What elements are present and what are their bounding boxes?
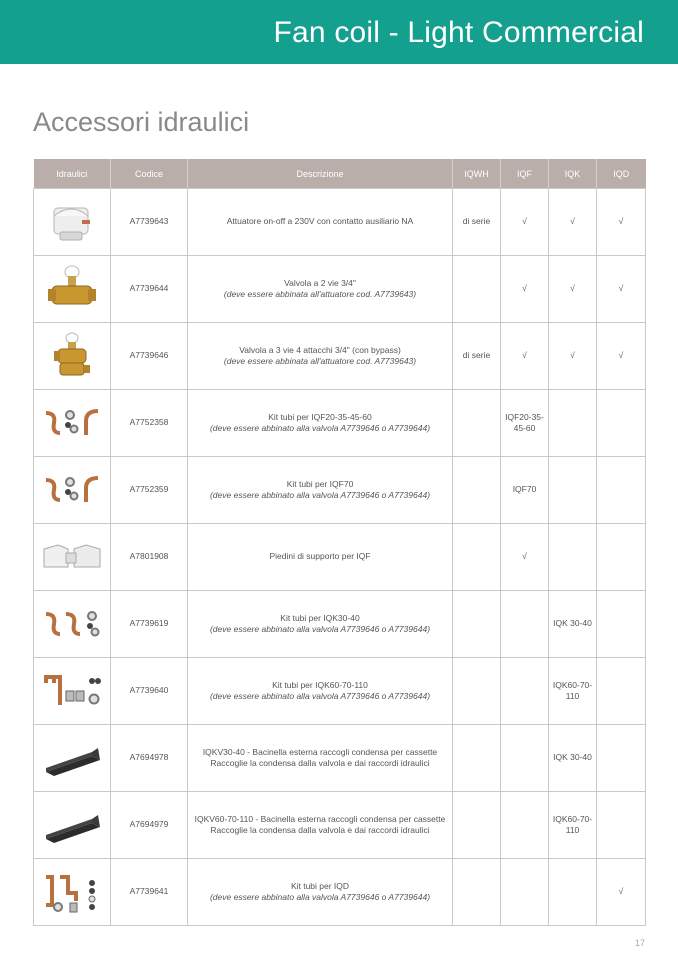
product-code: A7694978 [111,725,188,792]
product-image-cell [34,323,111,390]
iqwh-cell [453,725,501,792]
description-text: IQKV30-40 - Bacinella esterna raccogli condensa per cassette [202,746,438,757]
product-code: A7739640 [111,658,188,725]
column-header: Descrizione [188,159,453,189]
iqd-cell [597,658,646,725]
product-code: A7739641 [111,859,188,926]
product-description [188,658,453,725]
description-text: Kit tubi per IQD [290,880,350,891]
product-code: A7739644 [111,256,188,323]
iqk-cell [549,390,597,457]
support-feet-icon [40,539,104,575]
iqf-cell: √ [501,256,549,323]
iqk-cell: IQK60-70-110 [549,658,597,725]
iqwh-cell [453,457,501,524]
product-image-cell [34,591,111,658]
iqd-cell [597,524,646,591]
iqwh-cell [453,524,501,591]
description-note: (deve essere abbinato alla valvola A7739646 o A7739644) [209,892,431,902]
description-text: Kit tubi per IQK60-70-110 [272,679,368,690]
table-row [34,457,646,524]
product-description [188,725,453,792]
actuator-icon [42,196,102,248]
description-note: (deve essere abbinata all'attuatore cod. A7739643) [223,289,417,299]
description-note: (deve essere abbinata all'attuatore cod. A7739643) [223,356,417,366]
product-code: A7739643 [111,189,188,256]
product-code: A7801908 [111,524,188,591]
drip-tray-icon [40,803,104,847]
iqwh-cell [453,658,501,725]
description-text: Kit tubi per IQF20-35-45-60 [268,411,372,422]
column-header: Idraulici [34,159,111,189]
pipe-kit-icon [40,604,104,644]
drip-tray-icon [40,736,104,780]
table-row [34,256,646,323]
iqd-cell [597,390,646,457]
iqd-cell [597,725,646,792]
product-image-cell [34,725,111,792]
pipe-kit-icon [40,470,104,510]
iqd-cell: √ [597,323,646,390]
pipe-kit-large-icon [40,669,104,713]
column-header: IQWH [453,159,501,189]
iqwh-cell: di serie [453,323,501,390]
iqk-cell: IQK 30-40 [549,591,597,658]
iqk-cell [549,524,597,591]
product-description [188,256,453,323]
header-banner [0,0,678,64]
description-text: Kit tubi per IQK30-40 [280,612,360,623]
product-image-cell [34,658,111,725]
iqd-cell: √ [597,256,646,323]
page-title: Fan coil - Light Commercial [273,16,644,49]
iqf-cell [501,658,549,725]
section-title: Accessori idraulici [33,107,250,137]
table-row [34,859,646,926]
table-row [34,390,646,457]
pipe-kit-iqd-icon [40,869,104,915]
iqf-cell [501,725,549,792]
description-note: (deve essere abbinato alla valvola A7739646 o A7739644) [209,423,431,433]
description-note: Raccoglie la condensa dalla valvola e dai raccordi idraulici [210,825,430,835]
iqk-cell [549,859,597,926]
product-description [188,390,453,457]
product-image-cell [34,792,111,859]
iqwh-cell [453,591,501,658]
table-row [34,189,646,256]
description-text: Piedini di supporto per IQF [269,551,371,562]
iqk-cell: IQK60-70-110 [549,792,597,859]
iqf-cell [501,859,549,926]
product-code: A7694979 [111,792,188,859]
description-text: Valvola a 2 vie 3/4" [284,277,356,288]
product-code: A7739619 [111,591,188,658]
product-code: A7752358 [111,390,188,457]
iqd-cell: √ [597,859,646,926]
table-row [34,725,646,792]
column-header: IQD [597,159,646,189]
table-row [34,792,646,859]
product-image-cell [34,390,111,457]
table-row [34,658,646,725]
description-text: IQKV60-70-110 - Bacinella esterna raccogli condensa per cassette [194,813,446,824]
column-header: Codice [111,159,188,189]
iqd-cell: √ [597,189,646,256]
accessories-table [33,159,646,926]
column-header: IQF [501,159,549,189]
product-image-cell [34,524,111,591]
iqf-cell: IQF20-35-45-60 [501,390,549,457]
iqf-cell [501,792,549,859]
iqf-cell [501,591,549,658]
iqk-cell: √ [549,323,597,390]
iqk-cell: √ [549,256,597,323]
iqwh-cell: di serie [453,189,501,256]
table-header-row [34,159,646,189]
iqk-cell: √ [549,189,597,256]
two-way-valve-icon [42,262,102,316]
description-note: Raccoglie la condensa dalla valvola e dai raccordi idraulici [210,758,430,768]
table-row [34,323,646,390]
iqwh-cell [453,792,501,859]
description-note: (deve essere abbinato alla valvola A7739646 o A7739644) [209,624,431,634]
product-code: A7752359 [111,457,188,524]
product-image-cell [34,457,111,524]
product-description [188,457,453,524]
iqf-cell: √ [501,524,549,591]
three-way-valve-icon [42,329,102,383]
iqd-cell [597,792,646,859]
product-description [188,323,453,390]
iqk-cell: IQK 30-40 [549,725,597,792]
iqwh-cell [453,859,501,926]
product-description [188,524,453,591]
product-description [188,189,453,256]
product-code: A7739646 [111,323,188,390]
page-number: 17 [634,938,645,948]
pipe-kit-icon [40,403,104,443]
iqwh-cell [453,390,501,457]
product-description [188,859,453,926]
product-description [188,591,453,658]
table-row [34,591,646,658]
iqk-cell [549,457,597,524]
description-note: (deve essere abbinato alla valvola A7739646 o A7739644) [209,691,431,701]
description-text: Kit tubi per IQF70 [286,478,354,489]
description-text: Valvola a 3 vie 4 attacchi 3/4" (con bypass) [239,344,401,355]
table-row [34,524,646,591]
iqwh-cell [453,256,501,323]
iqf-cell: IQF70 [501,457,549,524]
product-image-cell [34,189,111,256]
iqd-cell [597,591,646,658]
description-note: (deve essere abbinato alla valvola A7739646 o A7739644) [209,490,431,500]
product-description [188,792,453,859]
column-header: IQK [549,159,597,189]
iqd-cell [597,457,646,524]
description-text: Attuatore on-off a 230V con contatto ausiliario NA [226,216,414,227]
product-image-cell [34,256,111,323]
iqf-cell: √ [501,189,549,256]
product-image-cell [34,859,111,926]
iqf-cell: √ [501,323,549,390]
